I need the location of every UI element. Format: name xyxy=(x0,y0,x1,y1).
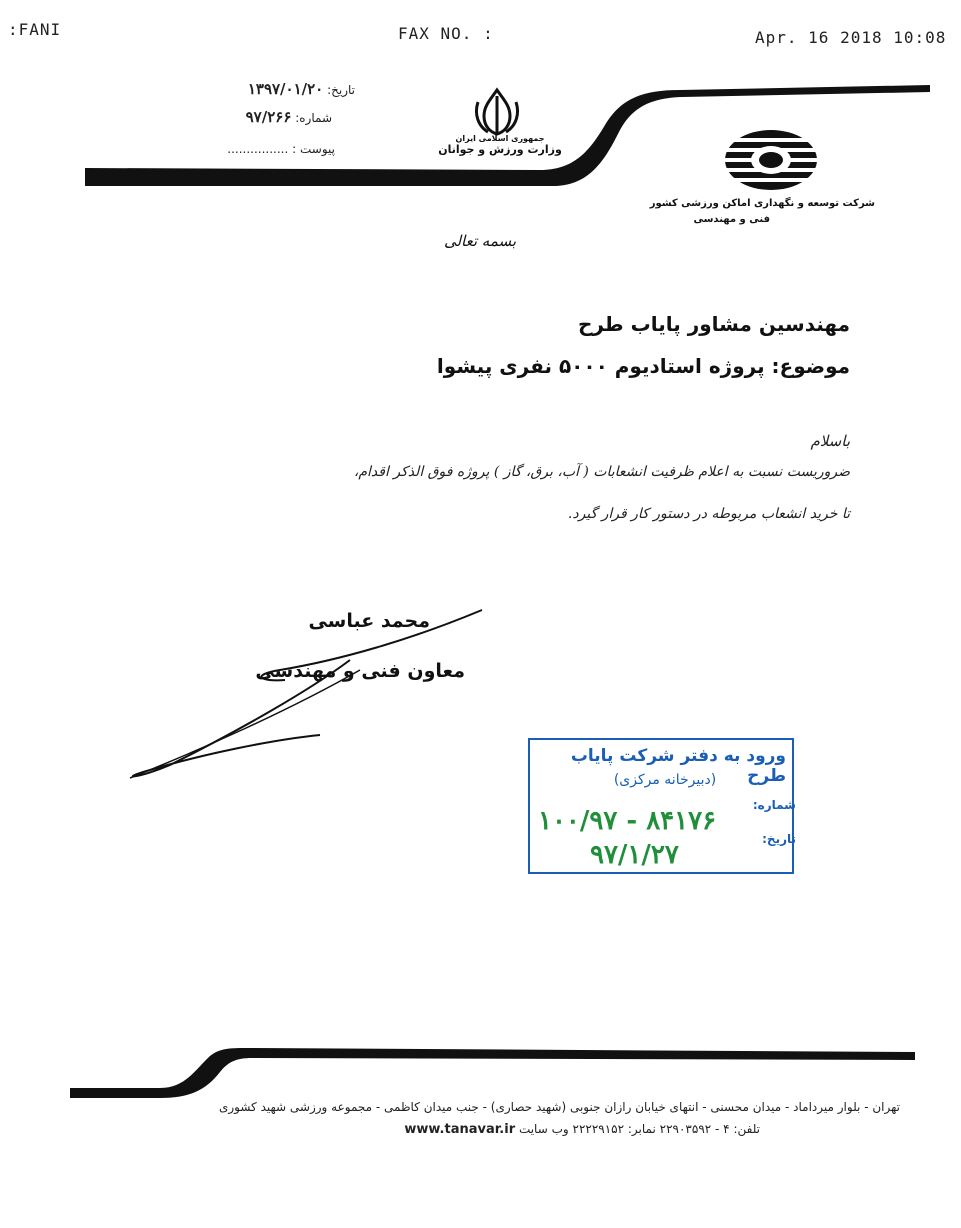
company-logo-icon xyxy=(722,128,820,192)
ministry-line1: جمهوری اسلامی ایران xyxy=(455,134,545,143)
stamp-number-value: ۱۰۰/۹۷ - ۸۴۱۷۶ xyxy=(538,806,717,836)
letter-attachment xyxy=(140,142,335,156)
footer-band xyxy=(0,1040,961,1100)
footer-address: تهران - بلوار میرداماد - میدان محسنی - انتهای خیابان رازان جنوبی (شهید حصاری) - جنب میدان کاظمی - مجموعه ورزشی شهید کشوری xyxy=(218,1100,900,1114)
footer-contact: تلفن: ۴ - ۲۲۹۰۳۵۹۲ نمابر: ۲۲۲۲۹۱۵۲ وب سایت xyxy=(518,1122,760,1136)
letter-number xyxy=(140,108,332,126)
letter-number-label: شماره: xyxy=(295,111,332,125)
handwritten-signature xyxy=(110,600,490,790)
stamp-number-label: شماره: xyxy=(752,798,796,812)
fax-datetime: Apr. 16 2018 10:08 xyxy=(755,28,947,47)
letter-date-label: تاریخ: xyxy=(327,83,355,97)
subject: موضوع: پروژه استادیوم ۵۰۰۰ نفری پیشوا xyxy=(436,354,850,378)
stamp-date-value: ۹۷/۱/۲۷ xyxy=(590,840,679,870)
greeting: باسلام xyxy=(810,432,850,450)
letter-attachment-value: ................ xyxy=(227,142,289,156)
recipient: مهندسین مشاور پایاب طرح xyxy=(577,312,850,336)
receipt-stamp xyxy=(528,738,794,874)
stamp-date-label: تاریخ: xyxy=(762,832,796,846)
company-line1: شرکت توسعه و نگهداری اماکن ورزشی کشور xyxy=(649,198,875,209)
company-line2: فنی و مهندسی xyxy=(693,214,770,225)
signer-name: محمد عباسی xyxy=(308,610,430,632)
stamp-title: ورود به دفتر شرکت پایاب طرح xyxy=(570,746,786,786)
fax-sender: :FANI xyxy=(8,20,62,39)
fax-number: FAX NO. : xyxy=(398,24,494,43)
letter-date-value: ۱۳۹۷/۰۱/۲۰ xyxy=(247,80,324,98)
letter-number-value: ۹۷/۲۶۶ xyxy=(245,108,292,126)
letter-date xyxy=(140,80,355,98)
iran-emblem-icon xyxy=(470,86,524,138)
salutation-top: بسمه تعالی xyxy=(443,232,517,250)
letter-attachment-label: پیوست : xyxy=(292,142,335,156)
signer-title: معاون فنی و مهندسی xyxy=(255,660,465,682)
ministry-line2: وزارت ورزش و جوانان xyxy=(438,143,562,156)
body-line1: ضروریست نسبت به اعلام ظرفیت انشعابات ( آب، برق، گاز ) پروژه فوق الذکر اقدام، xyxy=(353,464,850,480)
footer-contact-row xyxy=(310,1122,760,1137)
footer-website: www.tanavar.ir xyxy=(404,1122,516,1137)
body-line2: تا خرید انشعاب مربوطه در دستور کار قرار گیرد. xyxy=(567,506,850,522)
stamp-subtitle: (دبیرخانه مرکزی) xyxy=(613,772,717,788)
